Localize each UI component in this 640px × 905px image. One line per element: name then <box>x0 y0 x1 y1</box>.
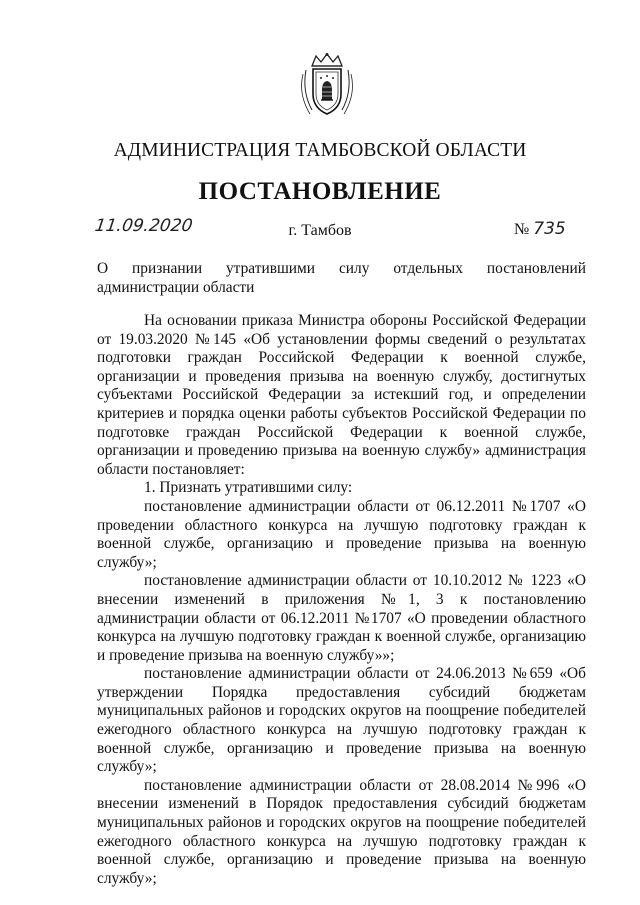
repealed-item: постановление администрации области от 10.10.2012 № 1223 «О внесении изменений в приложения №1, 3 к постановлению администрации области от 06.12.2011 №1707 «О проведении областного конкурса на лучшую подготовку граждан к военной службе, организацию и проведение призыва на военную службу»»; <box>97 572 586 664</box>
document-city: г. Тамбов <box>288 222 352 239</box>
coat-of-arms-icon <box>298 52 356 118</box>
document-number <box>514 219 566 239</box>
number-sign: № <box>514 221 530 238</box>
document-body <box>97 312 586 888</box>
organization-name: АДМИНИСТРАЦИЯ ТАМБОВСКОЙ ОБЛАСТИ <box>113 140 527 161</box>
repealed-item: постановление администрации области от 28.08.2014 №996 «О внесении изменений в Порядок предоставления субсидий бюджетам муниципальных районов и городских округов на поощрение победителей ежегодного областного конкурса на лучшую подготовку граждан к военной службе, организацию и проведение призыва на военную службу»; <box>97 776 586 887</box>
number-value: 735 <box>533 219 566 239</box>
repealed-item: постановление администрации области от 06.12.2011 №1707 «О проведении областного конкурса на лучшую подготовку граждан к военной службе, организацию и проведение призыва на военную службу»; <box>97 497 586 571</box>
repealed-item: постановление администрации области от 24.06.2013 №659 «Об утверждении Порядка предоставления субсидий бюджетам муниципальных районов и городских округов на поощрение победителей ежегодного областного конкурса на лучшую подготовку граждан к военной службе, организацию и проведение призыва на военную службу»; <box>97 665 586 776</box>
subject-text: О признании утратившими силу отдельных постановлений администрации области <box>97 260 586 296</box>
document-subject <box>97 260 586 297</box>
document-date: 11.09.2020 <box>93 216 194 236</box>
document-type: ПОСТАНОВЛЕНИЕ <box>198 178 442 205</box>
preamble-paragraph: На основании приказа Министра обороны Российской Федерации от 19.03.2020 №145 «Об установлении формы сведений о результатах подготовки граждан Российской Федерации к военной службе, организации и проведения призыва на военную службу, достигнутых субъектами Российской Федерации за истекший год, и определении критериев и порядка оценки работы субъектов Российской Федерации по подготовке граждан Российской Федерации к военной службе, организации и проведению призыва на военную службу» администрация области постановляет: <box>97 312 586 478</box>
clause-heading: 1. Признать утратившими силу: <box>144 479 353 497</box>
